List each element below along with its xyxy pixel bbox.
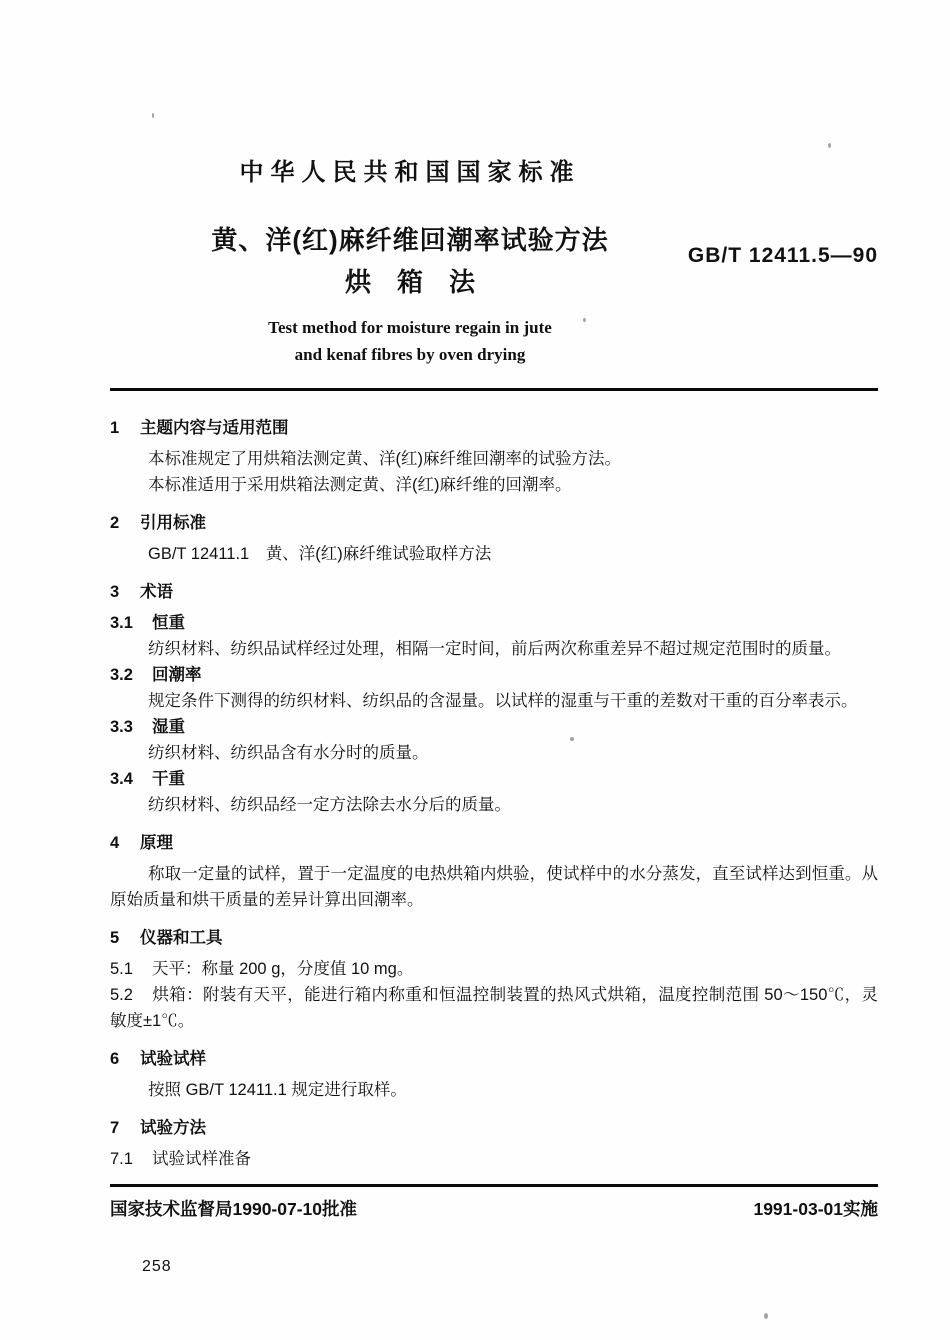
section-number: 5 — [110, 929, 120, 947]
section-heading-7 — [110, 1115, 878, 1141]
term-heading — [110, 766, 878, 792]
term-number: 3.1 — [110, 614, 133, 632]
section-title: 引用标准 — [140, 514, 206, 532]
section-heading-3 — [110, 579, 878, 605]
term-definition: 纺织材料、纺织品试样经过处理，相隔一定时间，前后两次称重差异不超过规定范围时的质量。 — [148, 640, 841, 658]
section-title: 原理 — [140, 834, 173, 852]
section-number: 7 — [110, 1119, 120, 1137]
clause-number: 7.1 — [110, 1150, 133, 1168]
section-number: 2 — [110, 514, 120, 532]
approval-note: 国家技术监督局1990-07-10批准 — [110, 1199, 358, 1219]
paragraph: 按照 GB/T 12411.1 规定进行取样。 — [148, 1081, 407, 1099]
document-body — [110, 391, 878, 1172]
section-heading-6 — [110, 1046, 878, 1072]
clause-text: 试验试样准备 — [152, 1150, 251, 1168]
implementation-note: 1991-03-01实施 — [753, 1199, 878, 1219]
document-title-en-line2: and kenaf fibres by oven drying — [294, 345, 526, 364]
clause-5-1 — [110, 956, 878, 982]
scan-speck — [570, 737, 574, 741]
standard-number: GB/T 12411.5—90 — [687, 244, 878, 267]
page-number: 258 — [142, 1258, 172, 1275]
clause-number: 5.2 — [110, 986, 133, 1004]
clause-number: 5.1 — [110, 960, 133, 978]
section-heading-1 — [110, 415, 878, 441]
term-heading — [110, 662, 878, 688]
referenced-standard: GB/T 12411.1 黄、洋(红)麻纤维试验取样方法 — [148, 545, 492, 563]
section-number: 3 — [110, 583, 120, 601]
clause-text: 天平：称量 200 g，分度值 10 mg。 — [152, 960, 414, 978]
term-title: 湿重 — [152, 718, 185, 736]
term-number: 3.4 — [110, 770, 133, 788]
section-heading-4 — [110, 830, 878, 856]
clause-text: 烘箱：附装有天平，能进行箱内称重和恒温控制装置的热风式烘箱，温度控制范围 50～150℃，灵敏度±1℃。 — [110, 986, 878, 1030]
paragraph: 称取一定量的试样，置于一定温度的电热烘箱内烘验，使试样中的水分蒸发，直至试样达到恒重。从原始质量和烘干质量的差异计算出回潮率。 — [110, 865, 878, 909]
paragraph: 本标准适用于采用烘箱法测定黄、洋(红)麻纤维的回潮率。 — [148, 476, 572, 494]
scan-speck — [764, 1313, 768, 1319]
section-heading-2 — [110, 510, 878, 536]
document-header — [110, 158, 878, 368]
scan-speck — [828, 143, 831, 148]
section-title: 术语 — [140, 583, 173, 601]
document-footer — [110, 1196, 878, 1222]
standard-label: 中华人民共和国国家标准 — [239, 159, 581, 186]
term-number: 3.3 — [110, 718, 133, 736]
paragraph: 本标准规定了用烘箱法测定黄、洋(红)麻纤维回潮率的试验方法。 — [148, 450, 621, 468]
section-number: 4 — [110, 834, 120, 852]
term-definition: 规定条件下测得的纺织材料、纺织品的含湿量。以试样的湿重与干重的差数对干重的百分率表示。 — [148, 692, 858, 710]
document-title-en-line1: Test method for moisture regain in jute — [268, 318, 552, 337]
scan-speck — [583, 318, 586, 322]
section-heading-5 — [110, 925, 878, 951]
document-title-zh-line1: 黄、洋(红)麻纤维回潮率试验方法 — [211, 225, 609, 255]
title-block — [110, 158, 710, 368]
term-definition: 纺织材料、纺织品经一定方法除去水分后的质量。 — [148, 796, 511, 814]
clause-7-1 — [110, 1146, 878, 1172]
scan-speck — [152, 113, 154, 118]
term-title: 恒重 — [152, 614, 185, 632]
section-title: 仪器和工具 — [140, 929, 223, 947]
section-title: 试验方法 — [140, 1119, 206, 1137]
section-number: 1 — [110, 419, 120, 437]
term-number: 3.2 — [110, 666, 133, 684]
term-title: 回潮率 — [152, 666, 202, 684]
clause-5-2 — [110, 982, 878, 1034]
footer-divider — [110, 1184, 878, 1187]
term-definition: 纺织材料、纺织品含有水分时的质量。 — [148, 744, 429, 762]
section-title: 试验试样 — [140, 1050, 206, 1068]
term-heading — [110, 610, 878, 636]
term-title: 干重 — [152, 770, 185, 788]
section-title: 主题内容与适用范围 — [140, 419, 289, 437]
section-number: 6 — [110, 1050, 120, 1068]
term-heading — [110, 714, 878, 740]
document-title-zh-line2: 烘 箱 法 — [344, 267, 475, 297]
